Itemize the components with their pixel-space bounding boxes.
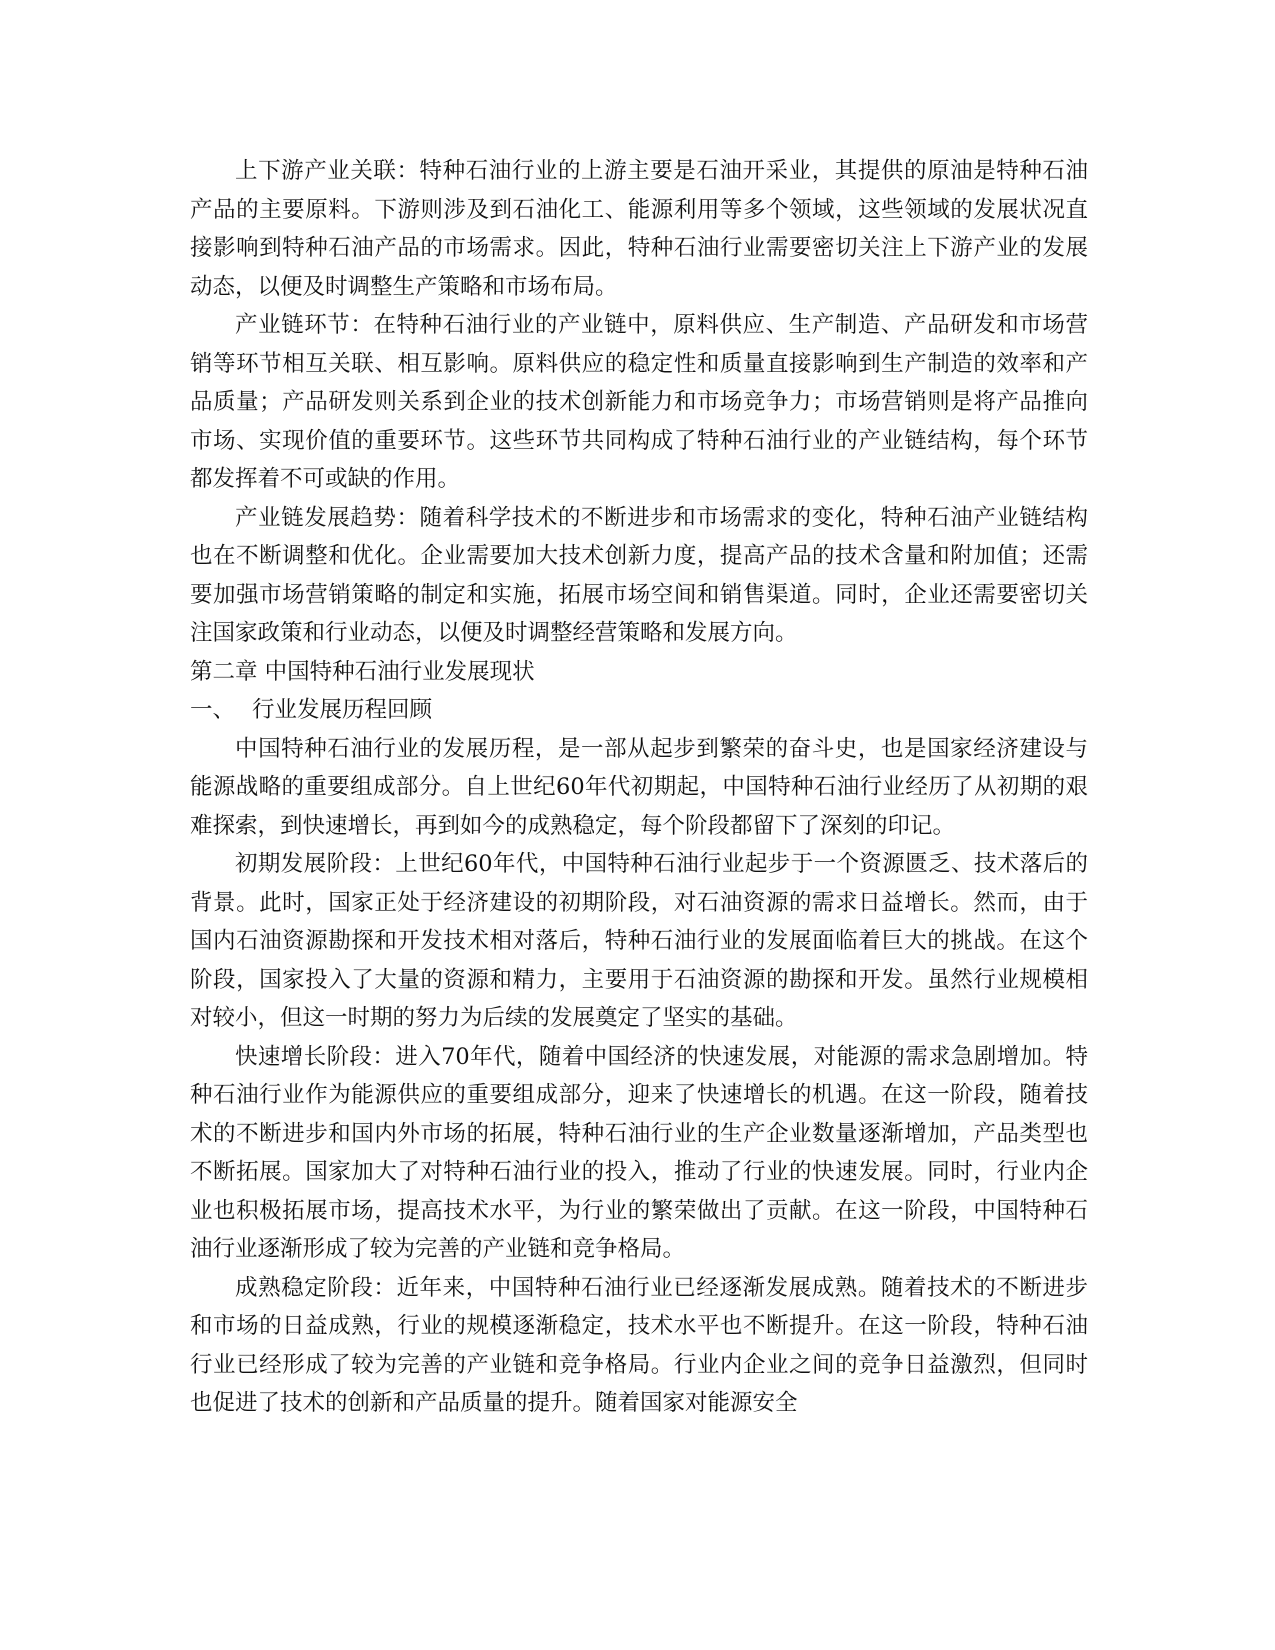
chapter-title: 第二章 中国特种石油行业发展现状 [190, 658, 535, 685]
paragraph-chain-trends: 产业链发展趋势：随着科学技术的不断进步和市场需求的变化，特种石油产业链结构也在不断调整和优化。企业需要加大技术创新力度，提高产品的技术含量和附加值；还需要加强市场营销策略的制定和实施，拓展市场空间和销售渠道。同时，企业还需要密切关注国家政策和行业动态，以便及时调整经营策略和发展方向。 [190, 504, 1088, 646]
paragraph-early-stage: 初期发展阶段：上世纪60年代，中国特种石油行业起步于一个资源匮乏、技术落后的背景。此时，国家正处于经济建设的初期阶段，对石油资源的需求日益增长。然而，由于国内石油资源勘探和开发技术相对落后，特种石油行业的发展面临着巨大的挑战。在这个阶段，国家投入了大量的资源和精力，主要用于石油资源的勘探和开发。虽然行业规模相对较小，但这一时期的努力为后续的发展奠定了坚实的基础。 [190, 851, 1088, 1031]
paragraph-industry-chain-links: 产业链环节：在特种石油行业的产业链中，原料供应、生产制造、产品研发和市场营销等环节相互关联、相互影响。原料供应的稳定性和质量直接影响到生产制造的效率和产品质量；产品研发则关系到企业的技术创新能力和市场竞争力；市场营销则是将产品推向市场、实现价值的重要环节。这些环节共同构成了特种石油行业的产业链结构，每个环节都发挥着不可或缺的作用。 [190, 312, 1088, 492]
section-number: 一、 [190, 697, 236, 723]
document-page [190, 152, 1088, 1423]
paragraph-rapid-growth: 快速增长阶段：进入70年代，随着中国经济的快速发展，对能源的需求急剧增加。特种石油行业作为能源供应的重要组成部分，迎来了快速增长的机遇。在这一阶段，随着技术的不断进步和国内外市场的拓展，特种石油行业的生产企业数量逐渐增加，产品类型也不断拓展。国家加大了对特种石油行业的投入，推动了行业的快速发展。同时，行业内企业也积极拓展市场，提高技术水平，为行业的繁荣做出了贡献。在这一阶段，中国特种石油行业逐渐形成了较为完善的产业链和竞争格局。 [190, 1043, 1088, 1262]
paragraph-mature-stage: 成熟稳定阶段：近年来，中国特种石油行业已经逐渐发展成熟。随着技术的不断进步和市场的日益成熟，行业的规模逐渐稳定，技术水平也不断提升。在这一阶段，特种石油行业已经形成了较为完善的产业链和竞争格局。行业内企业之间的竞争日益激烈，但同时也促进了技术的创新和产品质量的提升。随着国家对能源安全 [190, 1274, 1088, 1416]
section-title: 行业发展历程回顾 [252, 697, 433, 723]
paragraph-history-intro: 中国特种石油行业的发展历程，是一部从起步到繁荣的奋斗史，也是国家经济建设与能源战略的重要组成部分。自上世纪60年代初期起，中国特种石油行业经历了从初期的艰难探索，到快速增长，再到如今的成熟稳定，每个阶段都留下了深刻的印记。 [190, 735, 1088, 839]
section-heading [190, 691, 1088, 730]
paragraph-upstream-downstream: 上下游产业关联：特种石油行业的上游主要是石油开采业，其提供的原油是特种石油产品的主要原料。下游则涉及到石油化工、能源利用等多个领域，这些领域的发展状况直接影响到特种石油产品的市场需求。因此，特种石油行业需要密切关注上下游产业的发展动态，以便及时调整生产策略和市场布局。 [190, 158, 1088, 300]
